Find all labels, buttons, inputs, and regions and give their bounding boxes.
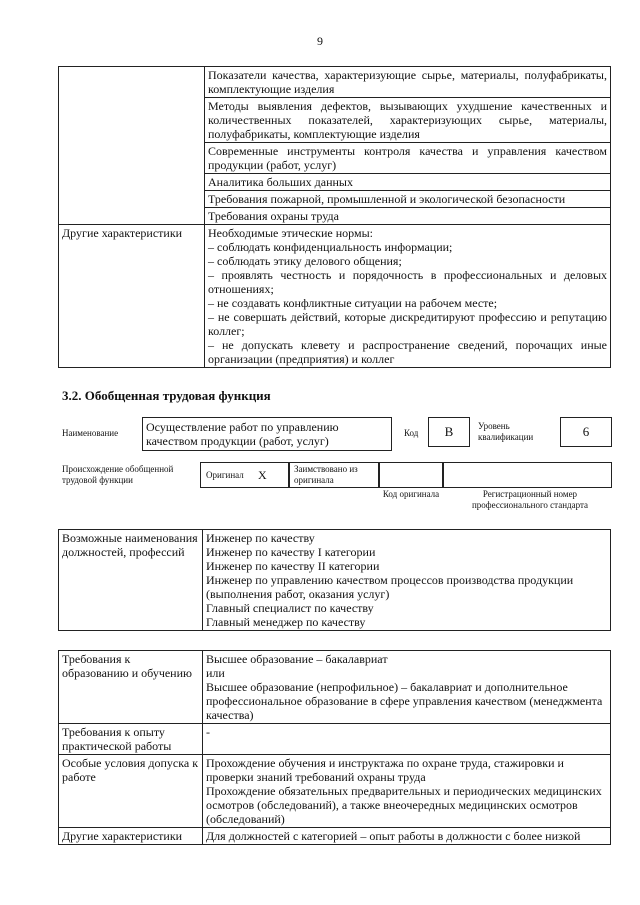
code-value: B <box>428 417 470 447</box>
borrowed-cell <box>288 462 380 488</box>
education-line: Высшее образование – бакалавриат <box>206 652 388 666</box>
knowledge-item: Показатели качества, характеризующие сырье, материалы, полуфабрикаты, комплектующие изделия <box>205 67 610 98</box>
level-label: Уровень квалификации <box>478 421 534 442</box>
ethics-line: – не совершать действий, которые дискредитируют профессию и репутацию коллег; <box>208 310 607 338</box>
knowledge-item: Требования охраны труда <box>208 209 339 223</box>
ethics-line: – соблюдать конфиденциальность информации; <box>208 240 453 254</box>
requirements-table <box>58 650 611 845</box>
ethics-line: – проявлять честность и порядочность в профессиональных и деловых отношениях; <box>208 268 607 296</box>
code-original-cell <box>378 462 444 488</box>
education-line: или <box>206 666 225 680</box>
function-name-box <box>142 417 392 451</box>
positions-list <box>203 530 611 631</box>
original-mark: X <box>258 468 267 482</box>
ethics-line: – не допускать клевету и распространение сведений, порочащих иные организации (предприятия) и коллег <box>208 338 607 366</box>
other-characteristics-label: Другие характеристики <box>59 225 205 368</box>
section-title: 3.2. Обобщенная трудовая функция <box>62 388 271 403</box>
ethics-line: – соблюдать этику делового общения; <box>208 254 402 268</box>
origin-label: Происхождение обобщенной трудовой функции <box>62 464 174 485</box>
position-item: Главный менеджер по качеству <box>206 615 366 629</box>
page-number: 9 <box>317 34 323 48</box>
special-condition: Прохождение обучения и инструктажа по охране труда, стажировки и проверки знаний требований охраны труда <box>206 756 564 784</box>
position-item: Инженер по качеству I категории <box>206 545 376 559</box>
reg-number-caption: Регистрационный номер профессионального стандарта <box>471 489 589 510</box>
knowledge-item: Требования пожарной, промышленной и экологической безопасности <box>205 191 610 208</box>
position-item: Инженер по управлению качеством процессов производства продукции (выполнения работ, оказания услуг) <box>206 573 574 601</box>
knowledge-item: Методы выявления дефектов, вызывающих ухудшение качественных и количественных показателей, характеризующих сырье, материалы, полуфабрикаты, комплектующие изделия <box>205 98 610 143</box>
other-label: Другие характеристики <box>59 828 203 845</box>
education-line: Высшее образование (непрофильное) – бакалавриат и дополнительное профессиональное образование в сфере управления качеством (менеджмента качества) <box>206 680 603 722</box>
experience-value: - <box>203 724 611 755</box>
education-list <box>203 651 611 724</box>
ethics-list <box>205 225 611 368</box>
special-conditions-list <box>203 755 611 828</box>
ethics-line: – не создавать конфликтные ситуации на рабочем месте; <box>208 296 498 310</box>
reg-number-cell <box>442 462 612 488</box>
ethics-line: Необходимые этические нормы: <box>208 226 373 240</box>
position-item: Главный специалист по качеству <box>206 601 374 615</box>
knowledge-item: Аналитика больших данных <box>205 174 610 191</box>
borrowed-label: Заимствовано из оригинала <box>294 464 358 485</box>
knowledge-item: Современные инструменты контроля качества и управления качеством продукции (работ, услуг) <box>205 143 610 174</box>
other-value: Для должностей с категорией – опыт работы в должности с более низкой <box>203 828 611 845</box>
knowledge-table <box>58 66 611 368</box>
empty-label-cell <box>59 67 205 225</box>
position-item: Инженер по качеству <box>206 531 315 545</box>
code-label: Код <box>404 428 419 438</box>
special-condition: Прохождение обязательных предварительных и периодических медицинских осмотров (обследований), а также внеочередных медицинских осмотров (обследований) <box>206 784 602 826</box>
name-label: Наименование <box>62 428 119 438</box>
function-name-value: Осуществление работ по управлению качеством продукции (работ, услуг) <box>146 420 339 448</box>
original-cell <box>200 462 290 488</box>
experience-label: Требования к опыту практической работы <box>59 724 203 755</box>
special-conditions-label: Особые условия допуска к работе <box>59 755 203 828</box>
position-item: Инженер по качеству II категории <box>206 559 380 573</box>
positions-label: Возможные наименования должностей, профессий <box>59 530 203 631</box>
education-label: Требования к образованию и обучению <box>59 651 203 724</box>
code-original-caption: Код оригинала <box>382 489 440 499</box>
positions-table <box>58 529 611 631</box>
level-value: 6 <box>560 417 612 447</box>
original-label: Оригинал <box>206 470 244 480</box>
knowledge-list <box>205 67 611 225</box>
